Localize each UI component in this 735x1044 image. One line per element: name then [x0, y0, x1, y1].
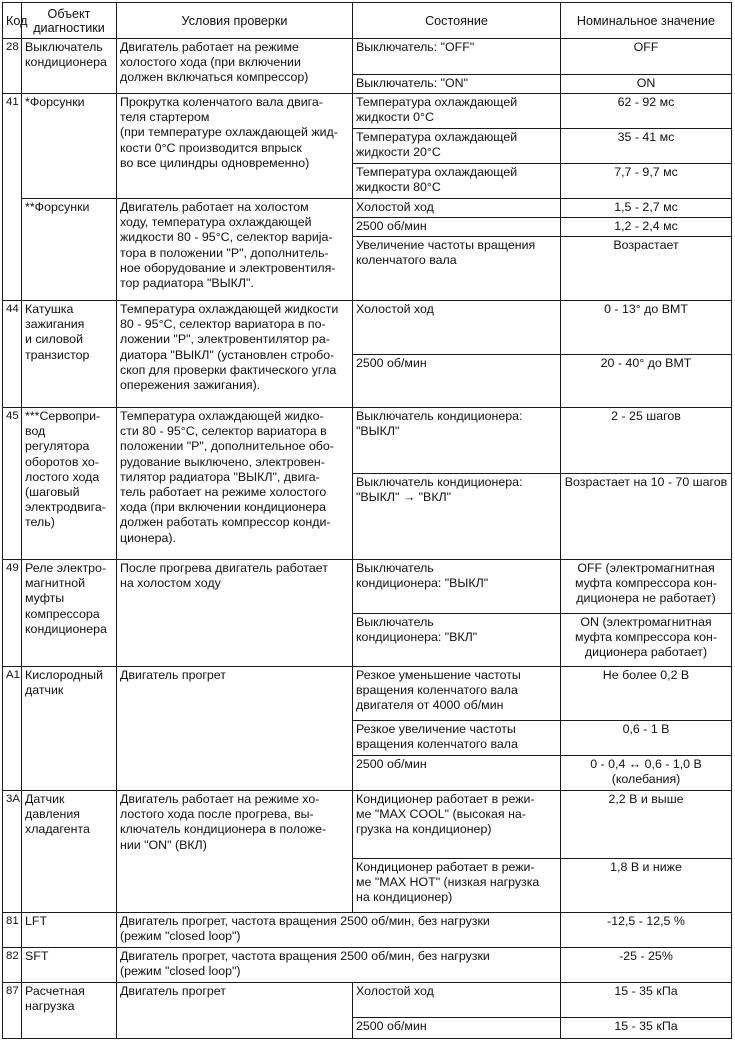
- row-nominal: 2,2 В и выше: [561, 791, 732, 859]
- table-row: [3, 791, 732, 859]
- row-state: Выключатель: "OFF": [353, 39, 561, 75]
- row-object: Датчик давления хладагента: [22, 791, 117, 913]
- row-state: 2500 об/мин: [353, 355, 561, 408]
- row-nominal: 0 - 0,4 ↔ 0,6 - 1,0 В (колебания): [561, 756, 732, 791]
- row-nominal: 62 - 92 мс: [561, 94, 732, 129]
- row-state: 2500 об/мин: [353, 756, 561, 791]
- row-code: 82: [3, 948, 22, 983]
- row-object: *Форсунки: [22, 94, 117, 199]
- row-code: 81: [3, 913, 22, 948]
- row-object: LFT: [22, 913, 117, 948]
- row-nominal: Возрастает на 10 - 70 шагов: [561, 474, 732, 560]
- row-conditions: Температура охлаждающей жидко- сти 80 - 95°С, селектор вариатора в положении "Р", дополнительное обо- рудование выключено, электровен- тилятор радиатора "ВЫКЛ", двига- тель работает на режиме холостого хода (при включении кондиционера должен работать компрессор конди- ционера).: [117, 408, 353, 560]
- row-object: SFT: [22, 948, 117, 983]
- row-state: Температура охлаждающей жидкости 20°С: [353, 129, 561, 164]
- row-state: Холостой ход: [353, 983, 561, 1018]
- table-row: [3, 948, 732, 983]
- row-state: Кондиционер работает в режи- ме "MAX COOL" (высокая на- грузка на кондиционер): [353, 791, 561, 859]
- row-state: Выключатель кондиционера: "ВЫКЛ": [353, 408, 561, 474]
- row-object: Реле электро- магнитной муфты компрессора кондиционера: [22, 560, 117, 667]
- row-code: 87: [3, 983, 22, 1039]
- row-conditions: Двигатель работает на режиме холостого хода (при включении должен включаться компрессор): [117, 39, 353, 94]
- row-nominal: OFF (электромагнитная муфта компрессора кон- диционера не работает): [561, 560, 732, 614]
- row-state: Резкое уменьшение частоты вращения коленчатого вала двигателя от 4000 об/мин: [353, 667, 561, 721]
- row-nominal: -12,5 - 12,5 %: [561, 913, 732, 948]
- table-row: [3, 667, 732, 721]
- table-row: [3, 39, 732, 75]
- row-state: Резкое увеличение частоты вращения коленчатого вала: [353, 721, 561, 756]
- row-nominal: ON (электромагнитная муфта компрессора кон- диционера работает): [561, 614, 732, 667]
- row-conditions: Температура охлаждающей жидкости 80 - 95°С, селектор вариатора в по- ложении "Р", электровентилятор ра- диатора "ВЫКЛ" (установлен стробо- скоп для проверки фактического угла опережения зажигания).: [117, 301, 353, 408]
- row-object: ***Сервопри- вод регулятора оборотов хо- лостого хода (шаговый электродвига- тель): [22, 408, 117, 560]
- header-conditions: Условия проверки: [117, 3, 353, 39]
- row-object: Расчетная нагрузка: [22, 983, 117, 1039]
- row-conditions: Двигатель прогрет, частота вращения 2500 об/мин, без нагрузки (режим "closed loop"): [117, 913, 561, 948]
- row-state: Выключатель: "ON": [353, 75, 561, 94]
- row-state: Увеличение частоты вращения коленчатого вала: [353, 237, 561, 301]
- header-nominal: Номинальное значение: [561, 3, 732, 39]
- row-code: 49: [3, 560, 22, 667]
- row-state: Холостой ход: [353, 301, 561, 355]
- row-nominal: 35 - 41 мс: [561, 129, 732, 164]
- row-code: A1: [3, 667, 22, 791]
- table-row: [3, 94, 732, 129]
- row-nominal: 7,7 - 9,7 мс: [561, 164, 732, 199]
- row-nominal: 1,8 В и ниже: [561, 859, 732, 913]
- row-code: 41: [3, 94, 22, 301]
- table-row: [3, 983, 732, 1018]
- row-nominal: 15 - 35 кПа: [561, 983, 732, 1018]
- row-nominal: 15 - 35 кПа: [561, 1018, 732, 1039]
- row-code: 44: [3, 301, 22, 408]
- row-conditions: Двигатель работает на режиме хо- лостого хода после прогрева, вы- ключатель кондиционера в положе- нии "ON" (ВКЛ): [117, 791, 353, 913]
- table-row: [3, 408, 732, 474]
- row-state: Холостой ход: [353, 199, 561, 218]
- row-conditions: Двигатель прогрет: [117, 983, 353, 1039]
- row-state: Выключатель кондиционера: "ВЫКЛ" → "ВКЛ": [353, 474, 561, 560]
- row-state: Выключатель кондиционера: "ВКЛ": [353, 614, 561, 667]
- table-row: [3, 560, 732, 614]
- row-code: 28: [3, 39, 22, 94]
- row-conditions: После прогрева двигатель работает на холостом ходу: [117, 560, 353, 667]
- row-nominal: 2 - 25 шагов: [561, 408, 732, 474]
- row-state: Температура охлаждающей жидкости 80°С: [353, 164, 561, 199]
- row-nominal: ON: [561, 75, 732, 94]
- row-nominal: Не более 0,2 В: [561, 667, 732, 721]
- row-nominal: 0 - 13° до ВМТ: [561, 301, 732, 355]
- table-row: [3, 913, 732, 948]
- row-nominal: Возрастает: [561, 237, 732, 301]
- row-state: Температура охлаждающей жидкости 0°С: [353, 94, 561, 129]
- row-state: Выключатель кондиционера: "ВЫКЛ": [353, 560, 561, 614]
- table-row: [3, 199, 732, 218]
- row-code: 45: [3, 408, 22, 560]
- header-state: Состояние: [353, 3, 561, 39]
- row-state: 2500 об/мин: [353, 1018, 561, 1039]
- row-nominal: OFF: [561, 39, 732, 75]
- row-conditions: Двигатель прогрет: [117, 667, 353, 791]
- row-object: Выключатель кондиционера: [22, 39, 117, 94]
- row-conditions: Прокрутка коленчатого вала двига- теля стартером (при температуре охлаждающей жид- кости 0°С производится впрыск во все цилиндры одновременно): [117, 94, 353, 199]
- row-nominal: 0,6 - 1 В: [561, 721, 732, 756]
- header-object-text: Объект диагностики: [33, 6, 105, 35]
- row-conditions: Двигатель прогрет, частота вращения 2500 об/мин, без нагрузки (режим "closed loop"): [117, 948, 561, 983]
- header-object: [22, 3, 117, 39]
- row-state: 2500 об/мин: [353, 218, 561, 237]
- row-object: Кислородный датчик: [22, 667, 117, 791]
- row-conditions: Двигатель работает на холостом ходу, температура охлаждающей жидкости 80 - 95°С, селектор варија- тора в положении "Р", дополнитель- ное оборудование и электровентиля- тор радиатора "ВЫКЛ".: [117, 199, 353, 301]
- row-nominal: 20 - 40° до ВМТ: [561, 355, 732, 408]
- row-object: **Форсунки: [22, 199, 117, 301]
- row-code: 3A: [3, 791, 22, 913]
- diagnostics-table: [2, 2, 732, 1039]
- row-nominal: 1,2 - 2,4 мс: [561, 218, 732, 237]
- table-row: [3, 301, 732, 355]
- row-nominal: -25 - 25%: [561, 948, 732, 983]
- header-row: [3, 3, 732, 39]
- row-object: Катушка зажигания и силовой транзистор: [22, 301, 117, 408]
- header-code: Код: [3, 3, 22, 39]
- row-state: Кондиционер работает в режи- ме "MAX HOT" (низкая нагрузка на кондиционер): [353, 859, 561, 913]
- row-nominal: 1,5 - 2,7 мс: [561, 199, 732, 218]
